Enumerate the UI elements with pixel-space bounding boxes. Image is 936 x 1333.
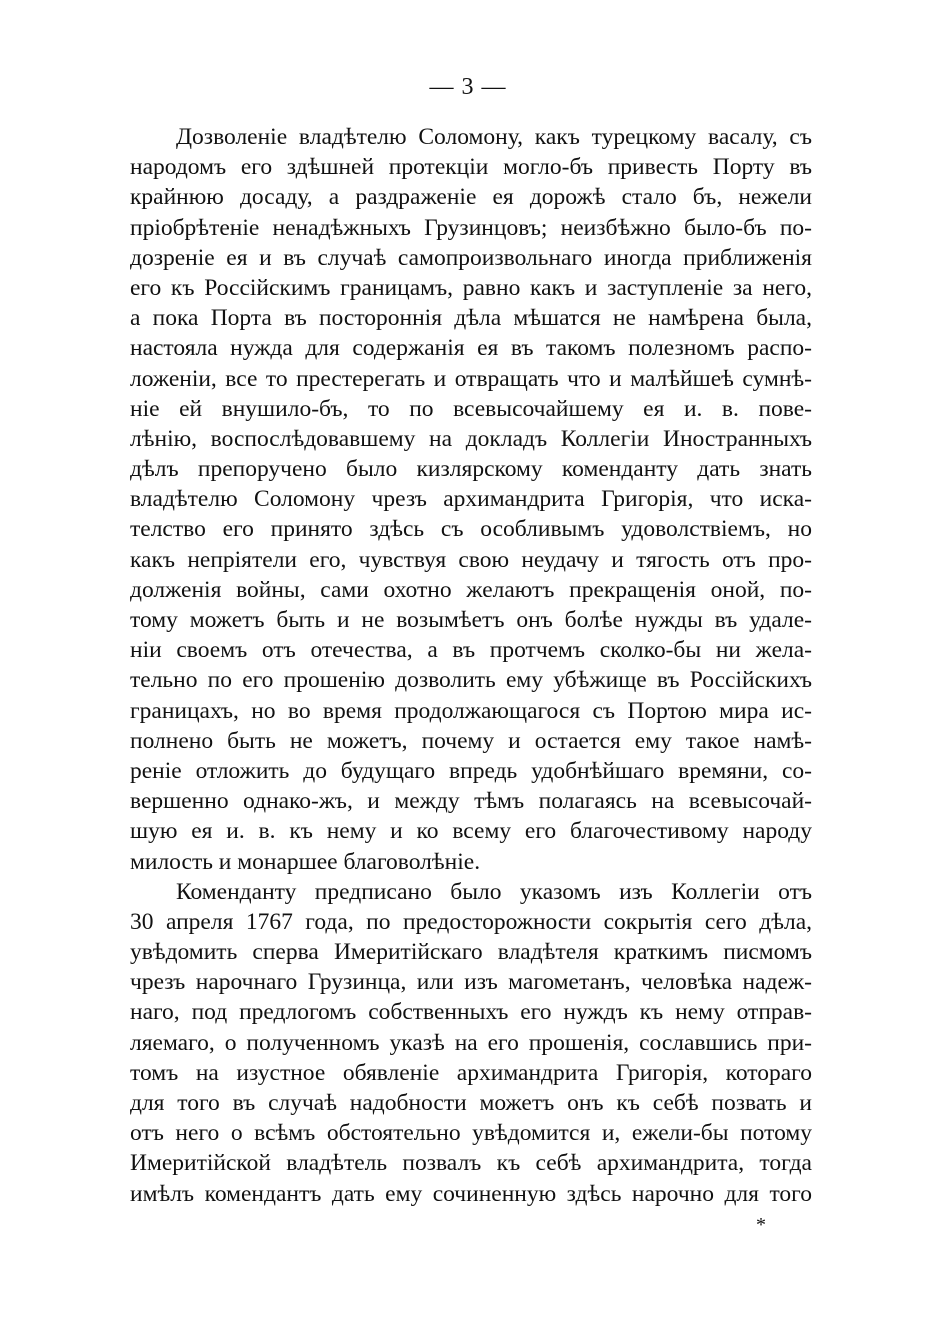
signature-mark: * — [756, 1214, 766, 1236]
page-number: — 3 — — [429, 74, 507, 100]
text-line: владѣтелю Соломону чрезъ архимандрита Григорія, что иска- — [130, 486, 812, 513]
text-line: тому можетъ быть и не возымѣетъ онъ болѣе нужды въ удале- — [130, 607, 812, 633]
text-line: настояла нужда для содержанія ея въ такомъ полезномъ распо- — [130, 335, 812, 362]
text-line: ложеніи, все то престерегать и отвращать что и малѣйшеѣ сумнѣ- — [130, 365, 812, 392]
text-line: ніе ей внушило-бъ, то по всевысочайшему ея и. в. пове- — [130, 395, 812, 422]
text-line: реніе отложить до будущаго впредь удобнѣйшаго времяни, со- — [130, 757, 812, 784]
text-line: какъ непріятели его, чувствуя свою неудачу и тягость отъ про- — [130, 546, 812, 573]
text-line: народомъ его здѣшней протекціи могло-бъ привесть Порту въ — [130, 154, 812, 181]
text-line: имѣлъ комендантъ дать ему сочиненную здѣсь нарочно для того — [130, 1180, 812, 1207]
text-line: крайнюю досаду, а раздраженіе ея дорожѣ стало бъ, нежели — [130, 184, 812, 211]
text-line: его къ Россійскимъ границамъ, равно какъ и заступленіе за него, — [130, 274, 812, 301]
text-line: Дозволеніе владѣтелю Соломону, какъ турецкому васалу, съ — [176, 124, 812, 150]
text-line: отъ него о всѣмъ обстоятельно увѣдомится и, ежели-бы потому — [130, 1120, 812, 1147]
text-line: милость и монаршее благоволѣніе. — [130, 848, 481, 875]
text-line: а пока Порта въ постороннія дѣла мѣшатся не намѣрена была, — [130, 305, 812, 332]
text-line: томъ на изустное обявленіе архимандрита Григорія, котораго — [130, 1059, 812, 1086]
text-line: чрезъ нарочнаго Грузинца, или изъ магометанъ, человѣка надеж- — [130, 969, 812, 996]
text-line: вершенно однако-жъ, и между тѣмъ полагаясь на всевысочай- — [130, 788, 812, 815]
text-line: тельно по его прошенію дозволить ему убѣжище въ Россійскихъ — [130, 667, 812, 694]
text-line: 30 апреля 1767 года, по предосторожности сокрытія сего дѣла, — [130, 908, 812, 935]
text-line: долженія войны, сами охотно желаютъ прекращенія оной, по- — [130, 576, 812, 603]
text-line: лѣнію, воспослѣдовавшему на докладъ Коллегіи Иностранныхъ — [130, 425, 812, 452]
text-line: полнено быть не можетъ, почему и остается ему такое намѣ- — [130, 727, 812, 754]
text-line: для того въ случаѣ надобности можетъ онъ къ себѣ позвать и — [130, 1090, 812, 1116]
text-line: шую ея и. в. къ нему и ко всему его благочестивому народу — [130, 818, 812, 845]
text-line: Имеритійской владѣтель позвалъ къ себѣ архимандрита, тогда — [130, 1150, 812, 1177]
text-line: наго, под предлогомъ собственныхъ его нуждъ къ нему отправ- — [130, 999, 812, 1026]
text-line: Коменданту предписано было указомъ изъ Коллегіи отъ — [176, 878, 812, 905]
text-line: увѣдомить сперва Имеритійскаго владѣтеля краткимъ писмомъ — [130, 939, 812, 966]
text-line: дѣлъ препоручено было кизлярскому коменданту дать знать — [130, 456, 812, 483]
text-line: ніи своемъ отъ отечества, а въ протчемъ сколко-бы ни жела- — [130, 637, 812, 664]
text-line: ляемаго, о полученномъ указѣ на его прошенія, сославшись при- — [130, 1029, 812, 1056]
text-line: пріобрѣтеніе ненадѣжныхъ Грузинцовъ; неизбѣжно было-бъ по- — [130, 214, 812, 241]
text-line: телство его принято здѣсь съ особливымъ удоволствіемъ, но — [130, 516, 812, 543]
body-text — [130, 122, 812, 1209]
text-line: дозреніе ея и въ случаѣ самопроизвольнаго иногда приближенія — [130, 244, 812, 271]
text-line: границахъ, но во время продолжающагося съ Портою мира ис- — [130, 697, 812, 724]
